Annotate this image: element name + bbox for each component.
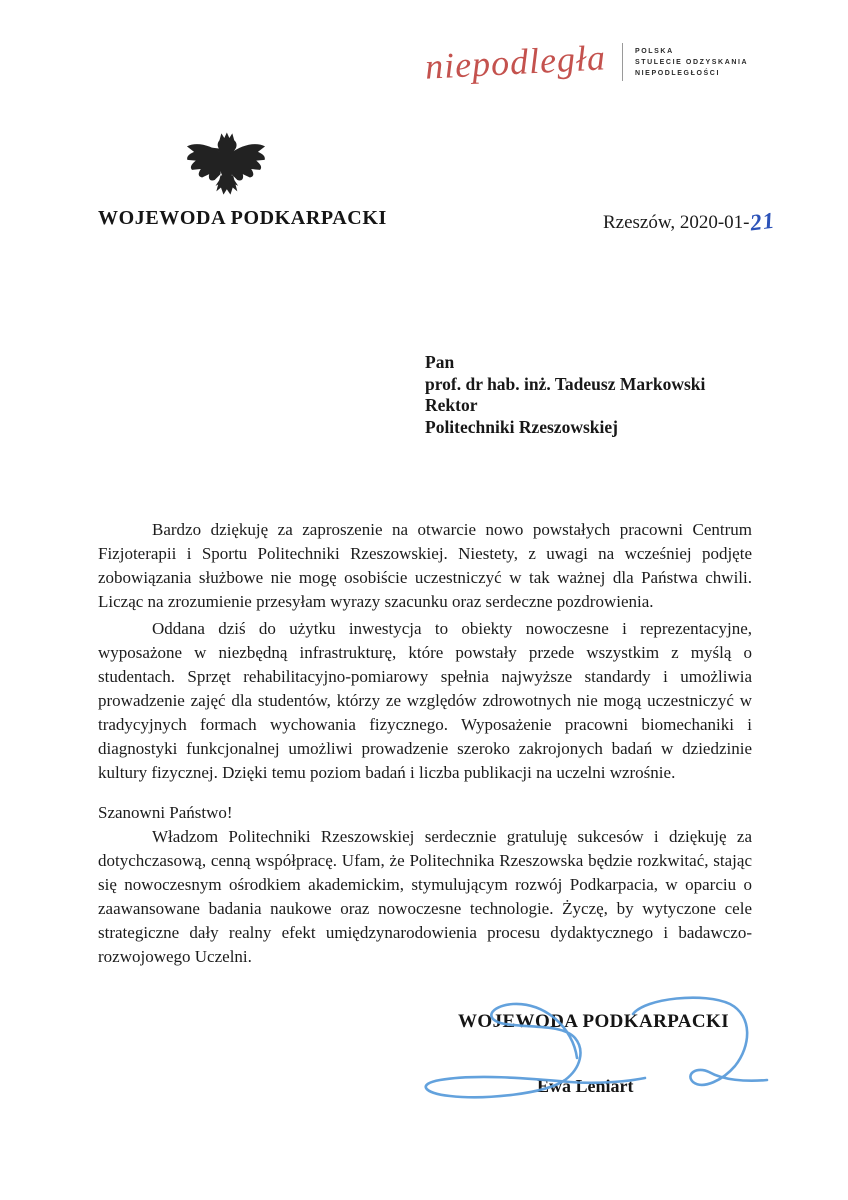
closing-paragraph: Władzom Politechniki Rzeszowskiej serdecznie gratuluję sukcesów i dziękuję za dotychczasową, cenną współpracę. Ufam, że Politechnika Rzeszowska będzie rozkwitać, stając się nowoczesnym ośrodkiem akademickim, stymulującym rozwój Podkarpacia, w oparciu o zaawansowane badania naukowe oraz nowoczesne technologie. Życzę, by wytyczone cele strategiczne dały realny efekt umiędzynarodowienia procesu dydaktycznego i badawczo-rozwojowego Uczelni. [98,827,752,966]
logo-divider [622,43,623,81]
letter-body [98,518,752,969]
niepodlegla-script-wordmark: niepodległa [424,37,607,87]
handwritten-signature-ink [405,990,785,1120]
polish-eagle-emblem-icon [183,130,269,214]
addressee-line: Pan [425,352,455,372]
body-paragraph: Oddana dziś do użytku inwestycja to obiekty nowoczesne i reprezentacyjne, wyposażone w niezbędną infrastrukturę, które powstały przede wszystkim z myślą o studentach. Sprzęt rehabilitacyjno-pomiarowy spełnia najwyższe standardy i umożliwia prowadzenie zajęć dla studentów, którzy ze względów zdrowotnych nie mogą uczestniczyć w tradycyjnych formach wychowania fizycznego. Wyposażenie pracowni biomechaniki i diagnostyki funkcjonalnej umożliwi prowadzenie szeroko zakrojonych badań w dziedzinie kultury fizycznej. Dzięki temu poziom badań i liczba publikacji na uczelni wzrośnie. [98,619,752,782]
body-paragraph: Bardzo dziękuję za zaproszenie na otwarcie nowo powstałych pracowni Centrum Fizjoterapii i Sportu Politechniki Rzeszowskiej. Niestety, z uwagi na wcześniej podjęte zobowiązania służbowe nie mogę osobiście uczestniczyć w tak ważnej dla Państwa chwili. Licząc na zrozumienie przesyłam wyrazy szacunku oraz serdeczne pozdrowienia. [98,520,752,611]
addressee-block [425,352,705,438]
niepodlegla-logo [425,34,748,90]
signer-name: Ewa Leniart [537,1076,634,1096]
salutation: Szanowni Państwo! [98,803,233,822]
signer-title: WOJEWODA PODKARPACKI [458,1011,730,1032]
logo-caption-line: STULECIE ODZYSKANIA [634,58,749,66]
logo-caption-line: POLSKA [634,47,674,55]
letterhead-title: WOJEWODA PODKARPACKI [98,207,387,229]
logo-caption-line: NIEPODLEGŁOŚCI [634,69,720,77]
logo-caption [635,46,748,79]
place-and-date [603,208,775,234]
addressee-line: Politechniki Rzeszowskiej [425,416,618,437]
date-handwritten-day: 21 [748,207,777,236]
addressee-line: prof. dr hab. inż. Tadeusz Markowski [425,373,706,394]
date-typed: Rzeszów, 2020-01- [603,212,750,233]
addressee-line: Rektor [425,395,478,415]
